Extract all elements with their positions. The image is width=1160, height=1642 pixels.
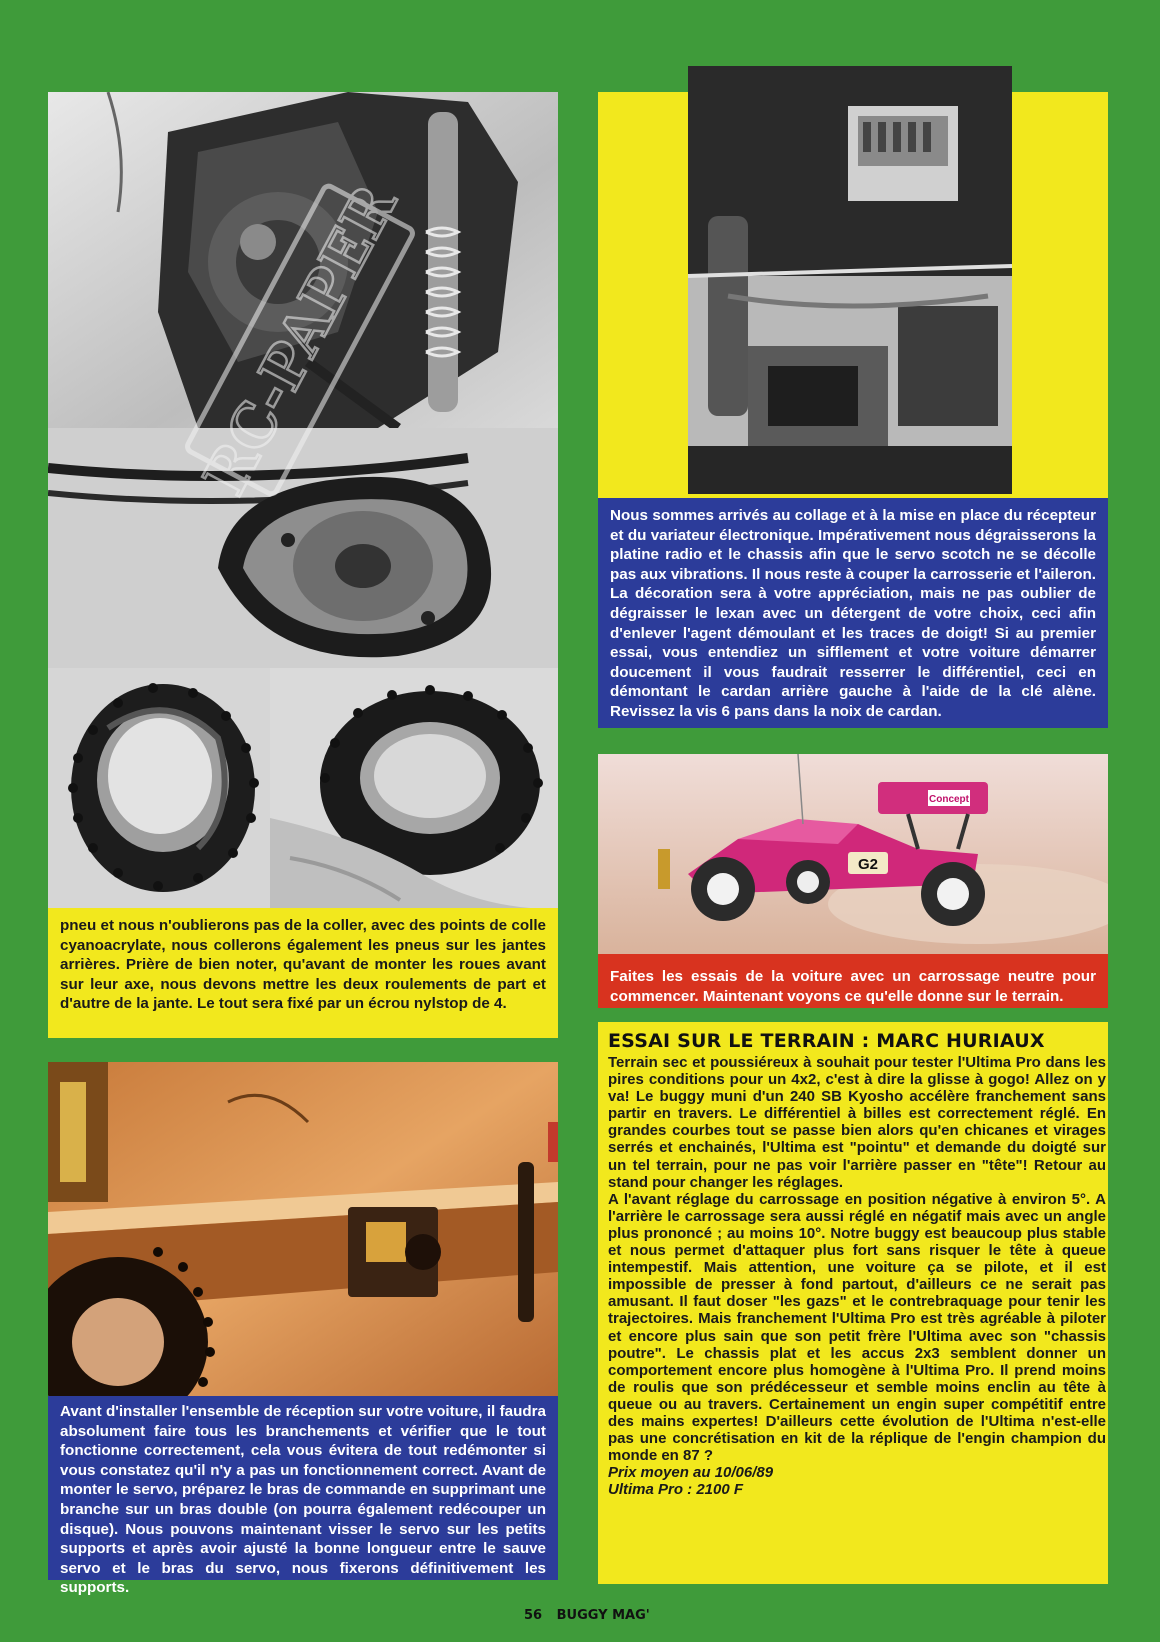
price-line-1: Prix moyen au 10/06/89 bbox=[608, 1464, 774, 1482]
photo-field-test bbox=[598, 754, 1108, 954]
photo-servo bbox=[48, 1062, 558, 1396]
photo-tire-right bbox=[270, 668, 558, 908]
page-number: 56 bbox=[524, 1608, 543, 1623]
field-test-photo-image bbox=[598, 754, 1108, 954]
photo-tire-left bbox=[48, 668, 270, 908]
page-footer bbox=[524, 1608, 660, 1623]
car-wing-decal: Concept bbox=[929, 794, 969, 805]
tire-right-photo-image bbox=[270, 668, 558, 908]
radio-install-photo-image bbox=[688, 66, 1012, 494]
watermark-stamp bbox=[160, 170, 440, 510]
price-line-2: Ultima Pro : 2100 F bbox=[608, 1481, 744, 1499]
article-paragraph-1: Terrain sec et poussiéreux à souhait pour tester l'Ultima Pro dans les pires conditions pour un 4x2, c'est à dire la glisse à gogo! Allez on y va! Le buggy muni d'un 240 SB Kyosho accélère franchement sans partir en travers. Le différentiel à billes est correctement réglé. En grandes courbes tout se passe bien alors qu'en chicanes et virages serrés et enchainés, l'Ultima est "pointu" et demande du doigté sur un tel terrain, pour ne pas voir l'arrière passer en "tête"! Retour au stand pour changer les réglages. bbox=[608, 1054, 1106, 1191]
magazine-name: BUGGY MAG' bbox=[556, 1608, 650, 1623]
servo-photo-image bbox=[48, 1062, 558, 1396]
car-number-decal: G2 bbox=[857, 856, 879, 873]
caption-field: Faites les essais de la voiture avec un carrossage neutre pour commencer. Maintenant voyons ce qu'elle donne sur le terrain. bbox=[598, 954, 1108, 1008]
caption-tire: pneu et nous n'oublierons pas de la coller, avec des points de colle cyanoacrylate, nous collerons également les pneus sur les jantes arrières. Prière de bien noter, qu'avant de monter les roues avant sur leur axe, nous devons mettre les deux roulements de part et d'autre de la jante. Le tout sera fixé par un écrou nylstop de 4. bbox=[60, 917, 546, 1013]
photo-radio-install bbox=[688, 66, 1012, 494]
article-body bbox=[608, 1054, 1106, 1498]
svg-text:RC-PAPER: RC-PAPER bbox=[190, 174, 410, 506]
article-heading: ESSAI SUR LE TERRAIN : MARC HURIAUX bbox=[608, 1030, 1045, 1052]
article-paragraph-2: A l'avant réglage du carrossage en position négative à environ 5°. A l'arrière le carrossage sera aussi réglé en négatif mais avec un angle plus prononcé ; au moins 10°. Notre buggy est beaucoup plus stable et nous permet d'attaquer plus fort sans risquer le tête à queue intempestif. Mais attention, une voiture ça se pilote, et il est impossible de presser à fond partout, d'ailleurs ce ne serait pas amusant. Il faut doser "les gazs" et le contrebraquage pour tenir les trajectoires. Mais franchement l'Ultima Pro est très agréable à piloter et encore plus sain que son petit frère l'Ultima avec son "chassis poutre". Le chassis plat et les accus 2x3 semblent donner un comportement encore plus homogène à l'Ultima Pro. Il prend moins de roulis que son prédécesseur et semble moins enclin au tête à queue ou au travers. Certainement un engin super compétitif entre des mains expertes! D'ailleurs cette évolution de l'Ultima n'est-elle pas une concrétisation en kit de la réplique de l'engin champion du monde en 87 ? bbox=[608, 1190, 1106, 1465]
caption-radio: Nous sommes arrivés au collage et à la mise en place du récepteur et du variateur électronique. Impérativement nous dégraisserons la platine radio et le chassis afin que le servo scotch ne se décolle pas aux vibrations. Il nous reste à couper la carrosserie et l'aileron. La décoration sera à votre appréciation, mais ne pas oublier de dégraisser le lexan avec un détergent de votre choix, ceci afin d'enlever l'agent démoulant et les traces de doigt! Si au premier essai, vous entendiez un sifflement et votre voiture démarrer doucement il vous faudrait resserrer le différentiel, ceci en démontant le cardan arrière gauche à l'aide de la clé alène. Revissez la vis 6 pans dans la noix de cardan. bbox=[598, 498, 1108, 728]
caption-servo: Avant d'installer l'ensemble de réception sur votre voiture, il faudra absolument faire tous les branchements et vérifier que le tout fonctionne correctement, cela vous évitera de tout redémonter si vous constatez qu'il n'y a pas un fonctionnement correct. Avant de monter le servo, préparez le bras de commande en supprimant une branche sur un bras double (on pourra également redécouper un disque). Nous pouvons maintenant visser le servo sur les petits supports et après avoir ajusté la bonne longueur entre le sauve servo et le bras du servo, nous fixerons définitivement les supports. bbox=[48, 1396, 558, 1580]
tire-left-photo-image bbox=[48, 668, 270, 908]
